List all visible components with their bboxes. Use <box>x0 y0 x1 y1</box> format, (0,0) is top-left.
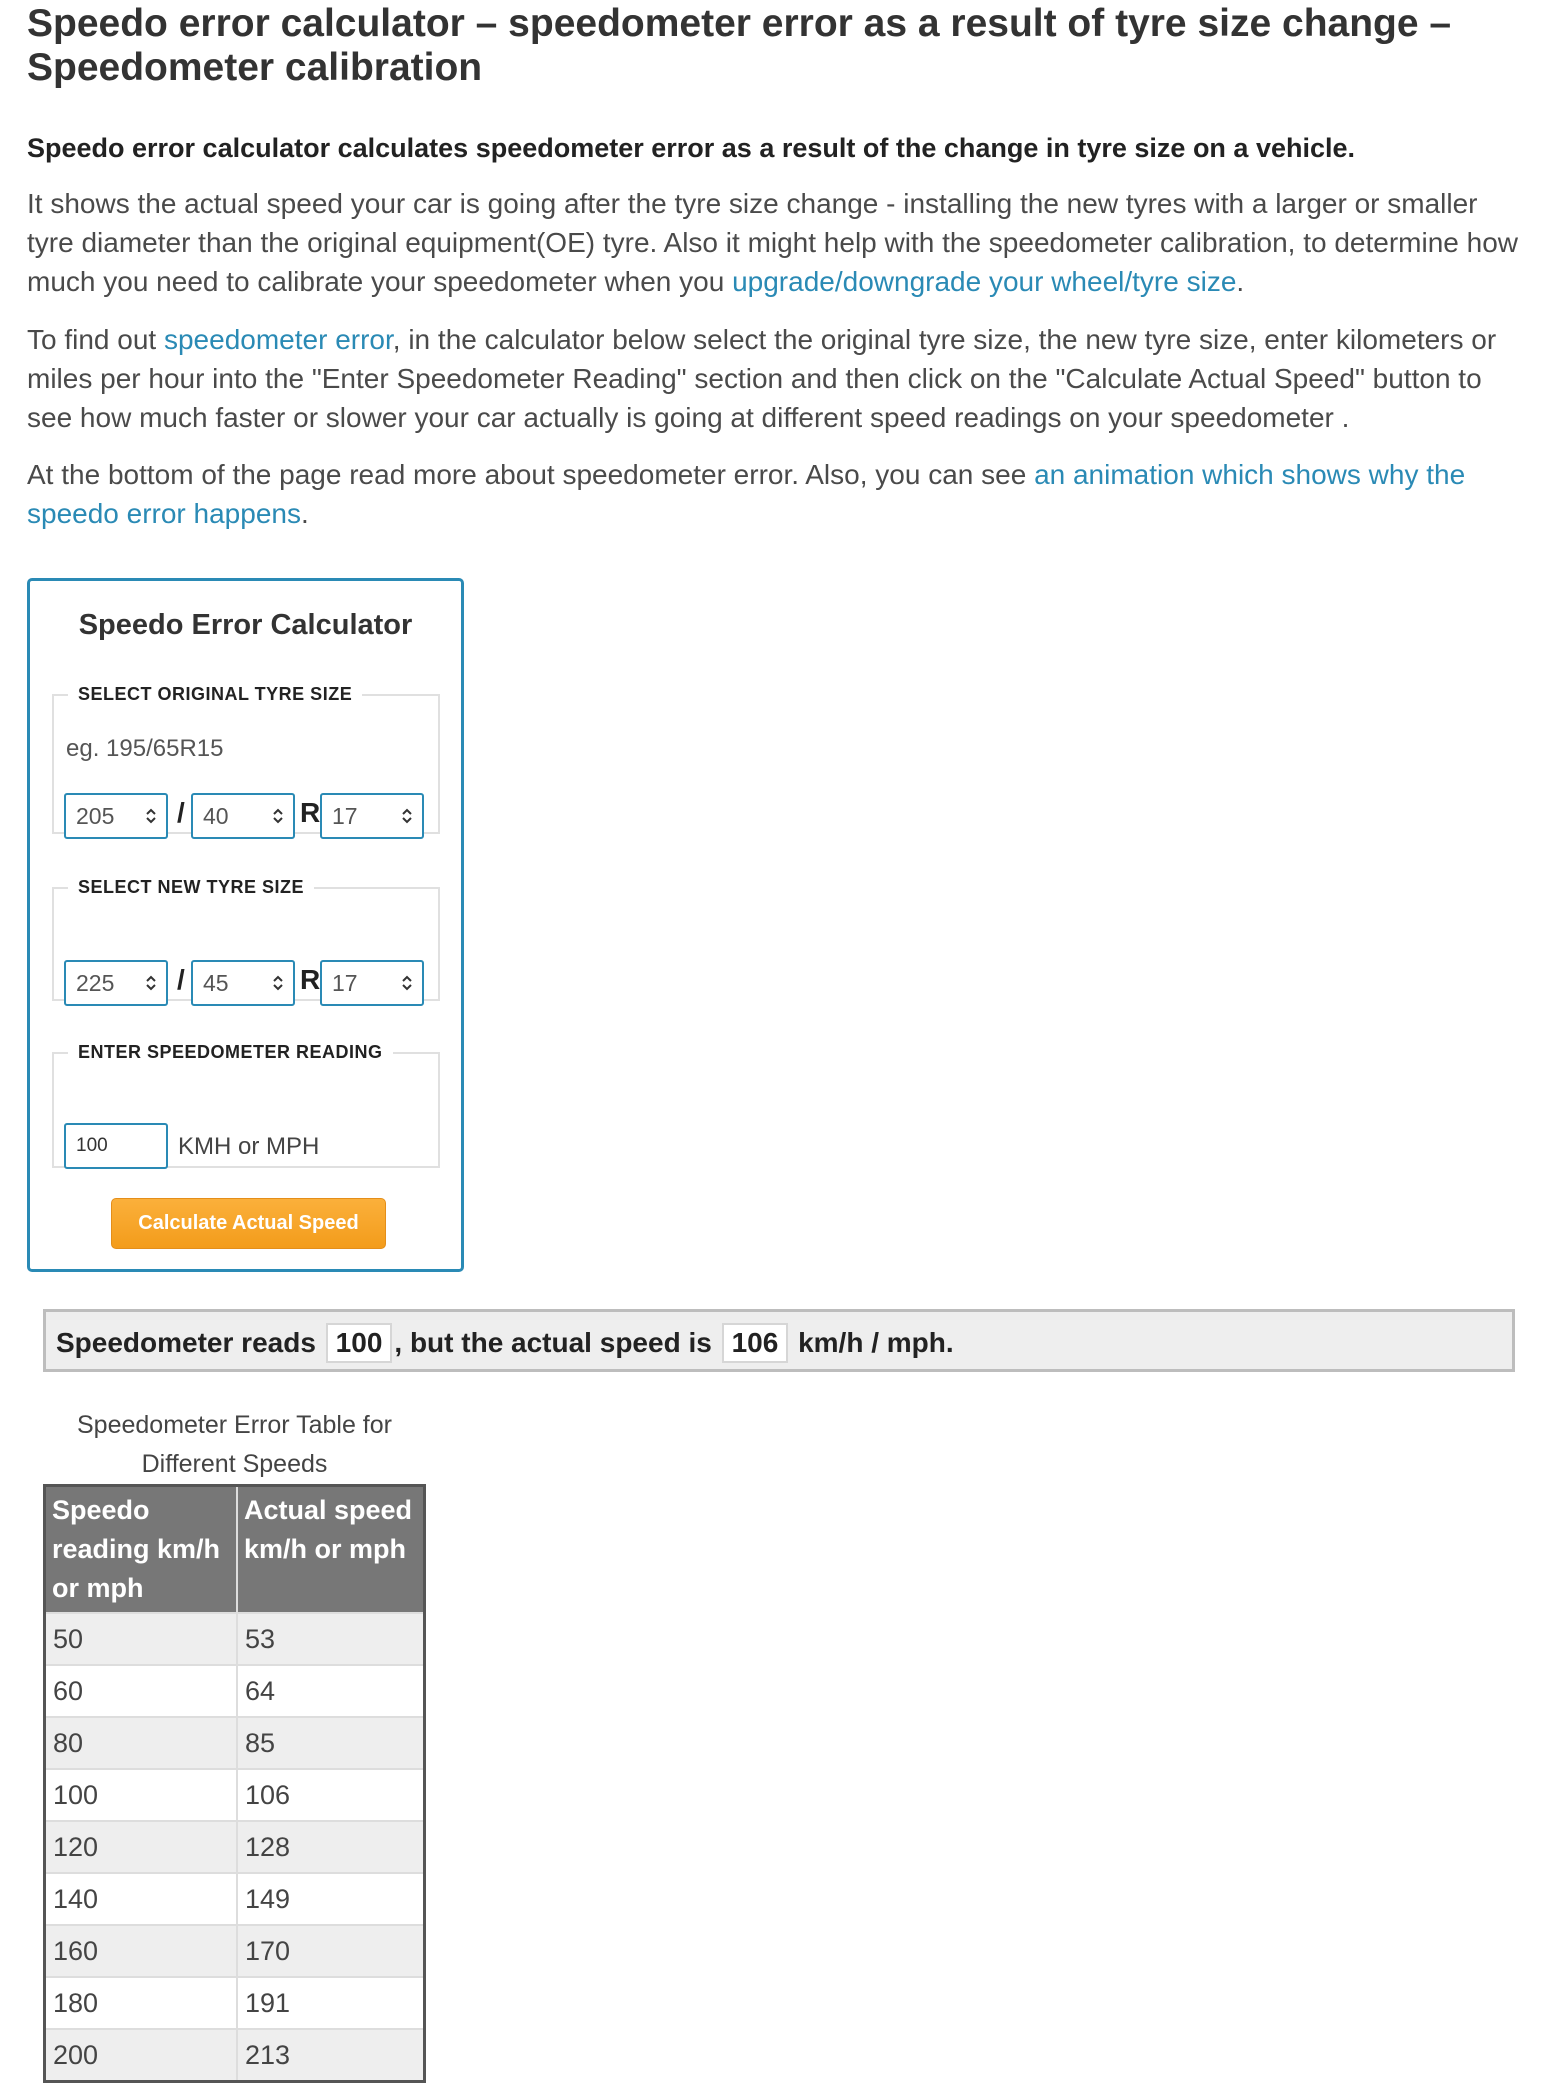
speedo-reading-cell: 140 <box>45 1873 238 1925</box>
slash-separator: / <box>177 964 185 995</box>
result-prefix: Speedometer reads <box>56 1327 316 1358</box>
actual-speed-cell: 85 <box>237 1717 425 1769</box>
error-table-caption: Speedometer Error Table for Different Speeds <box>77 1411 392 1478</box>
actual-speed-cell: 106 <box>237 1769 425 1821</box>
speedo-animation-link[interactable]: an animation which shows why the speedo error happens <box>27 459 1466 529</box>
table-row <box>45 1821 425 1873</box>
speedo-reading-cell: 100 <box>45 1769 238 1821</box>
tyre-size-example: eg. 195/65R15 <box>66 735 224 762</box>
new-profile-select[interactable] <box>191 960 295 1006</box>
speedo-reading-cell: 180 <box>45 1977 238 2029</box>
table-row <box>45 1665 425 1717</box>
new-width-select[interactable] <box>64 960 168 1006</box>
actual-speed-cell: 64 <box>237 1665 425 1717</box>
speedo-reading-cell: 50 <box>45 1613 238 1665</box>
paragraph-end: . <box>300 498 309 529</box>
chevron-up-down-icon <box>144 807 158 825</box>
chevron-up-down-icon <box>271 974 285 992</box>
new-rim-value: 17 <box>332 970 358 996</box>
page-title: Speedo error calculator – speedometer error as a result of tyre size change – Speedometer calibration <box>27 2 1452 89</box>
original-rim-select[interactable] <box>320 793 424 839</box>
actual-speed-cell: 170 <box>237 1925 425 1977</box>
speedometer-reading-input[interactable] <box>64 1123 168 1169</box>
original-tyre-size-group <box>52 684 440 834</box>
speedo-reading-cell: 120 <box>45 1821 238 1873</box>
original-profile-value: 40 <box>203 803 229 829</box>
actual-speed-cell: 53 <box>237 1613 425 1665</box>
result-bar <box>43 1309 1515 1372</box>
result-reading-value: 100 <box>326 1323 393 1363</box>
speedometer-reading-legend: ENTER SPEEDOMETER READING <box>78 1042 383 1062</box>
paragraph-end: . <box>1236 266 1245 297</box>
chevron-up-down-icon <box>144 974 158 992</box>
calculate-actual-speed-button[interactable]: Calculate Actual Speed <box>111 1198 386 1249</box>
rim-separator: R <box>300 797 321 828</box>
table-row <box>45 1613 425 1665</box>
speedo-reading-cell: 80 <box>45 1717 238 1769</box>
table-row <box>45 1925 425 1977</box>
original-tyre-size-legend: SELECT ORIGINAL TYRE SIZE <box>78 684 353 704</box>
actual-speed-cell: 213 <box>237 2029 425 2082</box>
paragraph-text: It shows the actual speed your car is going after the tyre size change - installing the new tyres with a larger or smaller tyre diameter than the original equipment(OE) tyre. Also it might help with the speedometer calibration, to determine how much you need to calibrate your speedometer when you <box>27 188 1518 297</box>
new-tyre-size-group <box>52 877 440 1001</box>
actual-speed-header: Actual speed km/h or mph <box>237 1486 425 1614</box>
actual-speed-cell: 191 <box>237 1977 425 2029</box>
result-suffix: km/h / mph. <box>798 1327 954 1358</box>
actual-speed-cell: 149 <box>237 1873 425 1925</box>
result-middle: , but the actual speed is <box>394 1327 712 1358</box>
table-row <box>45 1717 425 1769</box>
intro-paragraph-1 <box>27 184 1527 301</box>
result-actual-value: 106 <box>722 1323 789 1363</box>
speedo-reading-header: Speedo reading km/h or mph <box>45 1486 238 1614</box>
actual-speed-cell: 128 <box>237 1821 425 1873</box>
paragraph-text: , in the calculator below select the original tyre size, the new tyre size, enter kilometers or miles per hour into the "Enter Speedometer Reading" section and then click on the "Calculate Actual Speed" button to see how much faster or slower your car actually is going at different speed readings on your speedometer . <box>27 324 1497 433</box>
intro-paragraph-3 <box>27 455 1527 533</box>
chevron-up-down-icon <box>400 807 414 825</box>
table-row <box>45 1873 425 1925</box>
table-row <box>45 1977 425 2029</box>
result-sentence <box>56 1323 954 1363</box>
speedo-calculator <box>27 578 464 1272</box>
paragraph-text: To find out <box>27 324 164 355</box>
speedometer-error-link[interactable]: speedometer error <box>163 324 393 355</box>
chevron-up-down-icon <box>271 807 285 825</box>
rim-separator: R <box>300 964 321 995</box>
paragraph-text: At the bottom of the page read more about speedometer error. Also, you can see <box>27 459 1035 490</box>
new-profile-value: 45 <box>203 970 229 996</box>
new-rim-select[interactable] <box>320 960 424 1006</box>
calculator-title: Speedo Error Calculator <box>78 609 413 641</box>
intro-lead: Speedo error calculator calculates speedometer error as a result of the change in tyre size on a vehicle. <box>27 133 1356 163</box>
speedo-reading-cell: 160 <box>45 1925 238 1977</box>
new-width-value: 225 <box>76 970 115 996</box>
original-profile-select[interactable] <box>191 793 295 839</box>
table-header-row <box>45 1486 425 1614</box>
speedometer-error-table <box>43 1484 426 2083</box>
intro-paragraph-2 <box>27 320 1527 437</box>
speedometer-reading-group <box>52 1042 440 1168</box>
new-tyre-size-legend: SELECT NEW TYRE SIZE <box>78 877 305 897</box>
tyre-size-upgrade-link[interactable]: upgrade/downgrade your wheel/tyre size <box>732 266 1237 297</box>
original-rim-value: 17 <box>332 803 358 829</box>
original-width-value: 205 <box>76 803 115 829</box>
speedo-reading-cell: 200 <box>45 2029 238 2082</box>
speed-unit-label: KMH or MPH <box>178 1133 320 1160</box>
original-width-select[interactable] <box>64 793 168 839</box>
table-row <box>45 1769 425 1821</box>
speedo-reading-cell: 60 <box>45 1665 238 1717</box>
slash-separator: / <box>177 797 185 828</box>
chevron-up-down-icon <box>400 974 414 992</box>
